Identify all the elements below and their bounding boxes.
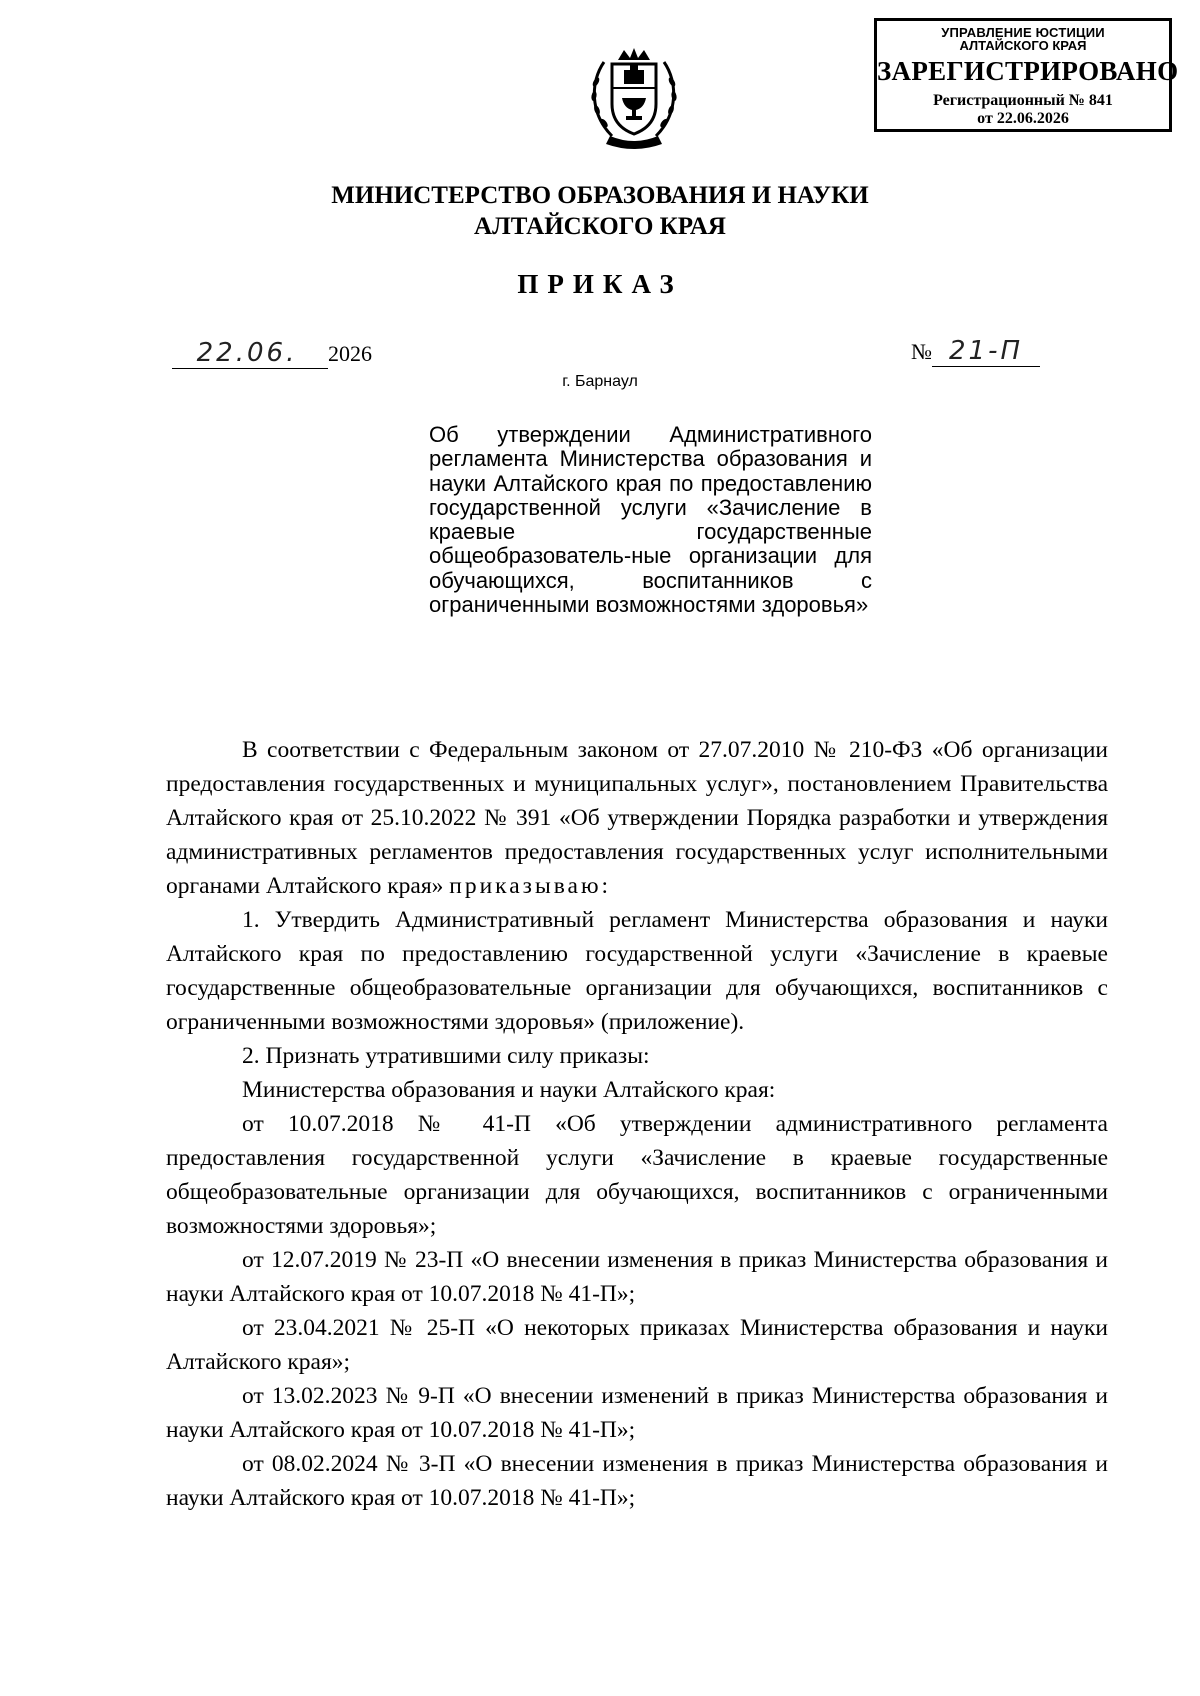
ministry-name-line2: АЛТАЙСКОГО КРАЯ <box>474 213 726 240</box>
point-2-subheading: Министерства образования и науки Алтайского края: <box>242 1077 776 1103</box>
order-year: 2026 <box>328 341 372 366</box>
handwritten-number: 21-П <box>932 336 1040 367</box>
handwritten-date: 22.06. <box>172 338 328 369</box>
number-sign: № <box>911 339 932 364</box>
repealed-order-item: от 13.02.2023 № 9-П «О внесении изменений в приказ Министерства образования и науки Алтайского края от 10.07.2018 № 41-П»; <box>166 1383 1108 1443</box>
repealed-order-item: от 08.02.2024 № 3-П «О внесении изменения в приказ Министерства образования и науки Алтайского края от 10.07.2018 № 41-П»; <box>166 1451 1108 1511</box>
repealed-order-item: от 12.07.2019 № 23-П «О внесении изменения в приказ Министерства образования и науки Алтайского края от 10.07.2018 № 41-П»; <box>166 1247 1108 1307</box>
stamp-title: ЗАРЕГИСТРИРОВАНО <box>877 56 1179 86</box>
registration-stamp <box>874 18 1179 132</box>
intro-paragraph <box>166 733 1108 903</box>
repealed-order-item: от 23.04.2021 № 25-П «О некоторых приказах Министерства образования и науки Алтайского края»; <box>166 1315 1108 1375</box>
ministry-name-line1: МИНИСТЕРСТВО ОБРАЗОВАНИЯ И НАУКИ <box>331 182 869 209</box>
intro-verb: приказываю: <box>449 873 612 899</box>
coat-of-arms-icon <box>584 42 684 150</box>
order-number <box>911 336 1040 367</box>
point-2: 2. Признать утратившими силу приказы: <box>242 1043 650 1069</box>
city: г. Барнаул <box>562 373 638 390</box>
stamp-date: от 22.06.2026 <box>977 110 1069 127</box>
stamp-agency-line1: УПРАВЛЕНИЕ ЮСТИЦИИ <box>941 25 1105 40</box>
stamp-agency-line2: АЛТАЙСКОГО КРАЯ <box>959 38 1087 53</box>
ministry-name <box>0 180 1200 242</box>
order-date <box>172 338 372 369</box>
order-subject: Об утверждении Административного регламента Министерства образования и науки Алтайского края по предоставлению государственной услуги «Зачисление в краевые государственные общеобразователь-ные организации для обучающихся, воспитанников с ограниченными возможностями здоровья» <box>429 422 872 618</box>
order-title: ПРИКАЗ <box>517 269 683 299</box>
order-body <box>166 733 1108 1515</box>
stamp-registration-number: Регистрационный № 841 <box>933 92 1113 109</box>
intro-text: В соответствии с Федеральным законом от 27.07.2010 № 210-ФЗ «Об организации предоставления государственных и муниципальных услуг», постановлением Правительства Алтайского края от 25.10.2022 № 391 «Об утверждении Порядка разработки и утверждения административных регламентов предоставления государственных услуг исполнительными органами Алтайского края» <box>166 737 1108 899</box>
repealed-order-item: от 10.07.2018 № 41-П «Об утверждении административного регламента предоставления государственной услуги «Зачисление в краевые государственные общеобразовательные организации для обучающихся, воспитанников с ограниченными возможностями здоровья»; <box>166 1111 1108 1239</box>
point-1: 1. Утвердить Административный регламент Министерства образования и науки Алтайского края по предоставлению государственной услуги «Зачисление в краевые государственные общеобразовательные организации для обучающихся, воспитанников с ограниченными возможностями здоровья» (приложение). <box>166 907 1108 1035</box>
